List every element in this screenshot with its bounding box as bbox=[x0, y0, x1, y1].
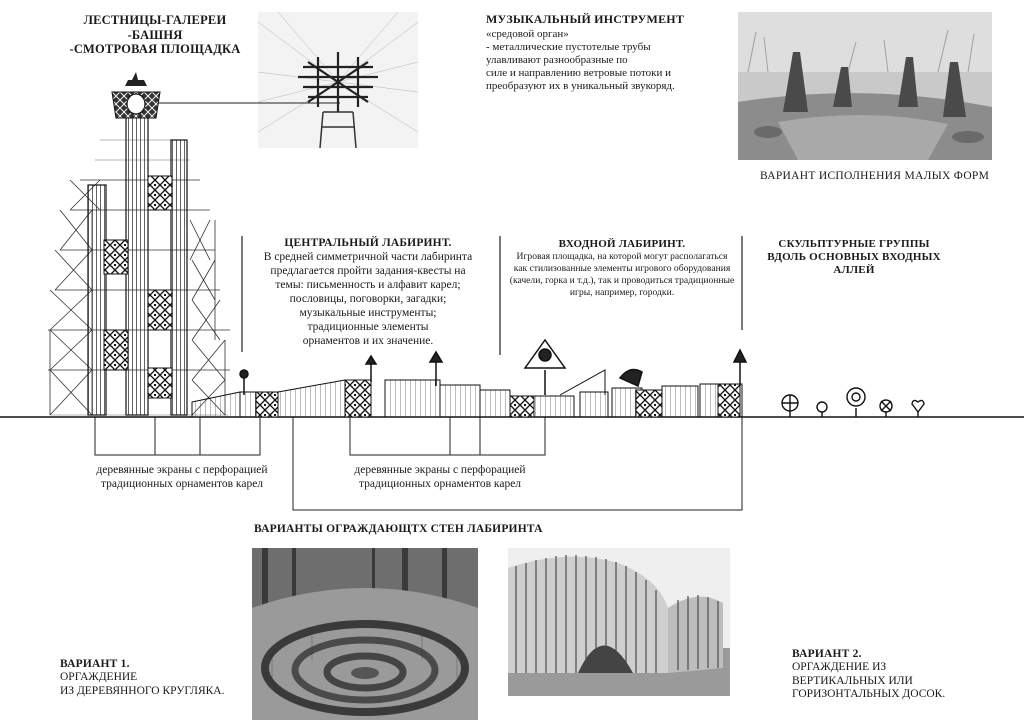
central-labyrinth-line: темы: письменность и алфавит карел; bbox=[275, 279, 461, 291]
labyrinth-walls bbox=[192, 380, 742, 417]
alley-sculptures bbox=[782, 388, 924, 417]
screens-right-line: традиционных орнаментов карел bbox=[358, 478, 522, 490]
variant2-line: ВЕРТИКАЛЬНЫХ ИЛИ bbox=[792, 674, 913, 687]
instrument-line: преобразуют их в уникальный звукоряд. bbox=[486, 80, 675, 92]
instrument-line: улавливают разнообразные по bbox=[486, 54, 628, 66]
variant1-photo bbox=[252, 548, 478, 720]
entry-labyrinth-line: (качели, горка и т.д.), так и проводиться традиционные bbox=[509, 275, 735, 286]
entry-labyrinth-title: ВХОДНОЙ ЛАБИРИНТ. bbox=[558, 238, 686, 250]
instrument-title: МУЗЫКАЛЬНЫЙ ИНСТРУМЕНТ bbox=[486, 12, 685, 26]
central-labyrinth-line: предлагается пройти задания-квесты на bbox=[270, 265, 466, 277]
sculptures-title-line: СКУЛЬПТУРНЫЕ ГРУППЫ bbox=[778, 238, 930, 250]
tower-title-line: -БАШНЯ bbox=[127, 27, 183, 42]
tower-title-line: ЛЕСТНИЦЫ-ГАЛЕРЕИ bbox=[83, 13, 227, 27]
screens-right-caption bbox=[342, 463, 538, 491]
variant2-title: ВАРИАНТ 2. bbox=[792, 648, 862, 660]
central-labyrinth-title: ЦЕНТРАЛЬНЫЙ ЛАБИРИНТ. bbox=[284, 237, 452, 249]
variant2-line: ГОРИЗОНТАЛЬНЫХ ДОСОК. bbox=[792, 688, 946, 700]
walls-title: ВАРИАНТЫ ОГРАЖДАЮЩТХ СТЕН ЛАБИРИНТА bbox=[254, 523, 543, 535]
variant2-line: ОРГАЖДЕНИЕ ИЗ bbox=[792, 661, 887, 673]
entry-labyrinth-line: Игровая площадка, на которой могут располагаться bbox=[516, 251, 728, 262]
screens-left-line: деревянные экраны с перфорацией bbox=[96, 464, 268, 476]
instrument-line: «средовой орган» bbox=[486, 28, 569, 40]
central-labyrinth-line: традиционные элементы bbox=[307, 321, 429, 333]
central-labyrinth-line: пословицы, поговорки, загадки; bbox=[289, 293, 447, 305]
variant2-photo bbox=[508, 548, 730, 696]
sculptures-title-line: ВДОЛЬ ОСНОВНЫХ ВХОДНЫХ АЛЛЕЙ bbox=[767, 251, 941, 276]
tower bbox=[48, 72, 230, 415]
variant1-caption bbox=[60, 657, 250, 698]
screens-right-line: деревянные экраны с перфорацией bbox=[354, 464, 526, 476]
entry-labyrinth-line: игры, например, городки. bbox=[569, 287, 675, 298]
variant1-title: ВАРИАНТ 1. bbox=[60, 658, 130, 670]
variant1-line: ОРГАЖДЕНИЕ bbox=[60, 671, 138, 683]
central-labyrinth-line: В средней симметричной части лабиринта bbox=[263, 251, 473, 263]
entry-labyrinth-line: как стилизованные элементы игрового оборудования bbox=[513, 263, 731, 274]
screens-left-caption bbox=[84, 463, 280, 491]
central-labyrinth-line: музыкальные инструменты; bbox=[299, 307, 437, 319]
tower-title-line: -СМОТРОВАЯ ПЛОЩАДКА bbox=[69, 42, 241, 56]
instrument-line: - металлические пустотелые трубы bbox=[486, 41, 651, 53]
screens-left-line: традиционных орнаментов карел bbox=[100, 478, 264, 490]
variant1-line: ИЗ ДЕРЕВЯННОГО КРУГЛЯКА. bbox=[60, 684, 225, 697]
small-forms-caption: ВАРИАНТ ИСПОЛНЕНИЯ МАЛЫХ ФОРМ bbox=[760, 170, 990, 182]
central-labyrinth-line: орнаментов и их значение. bbox=[302, 335, 434, 347]
instrument-line: силе и направлению ветровые потоки и bbox=[486, 67, 672, 79]
variant2-caption bbox=[792, 647, 992, 702]
